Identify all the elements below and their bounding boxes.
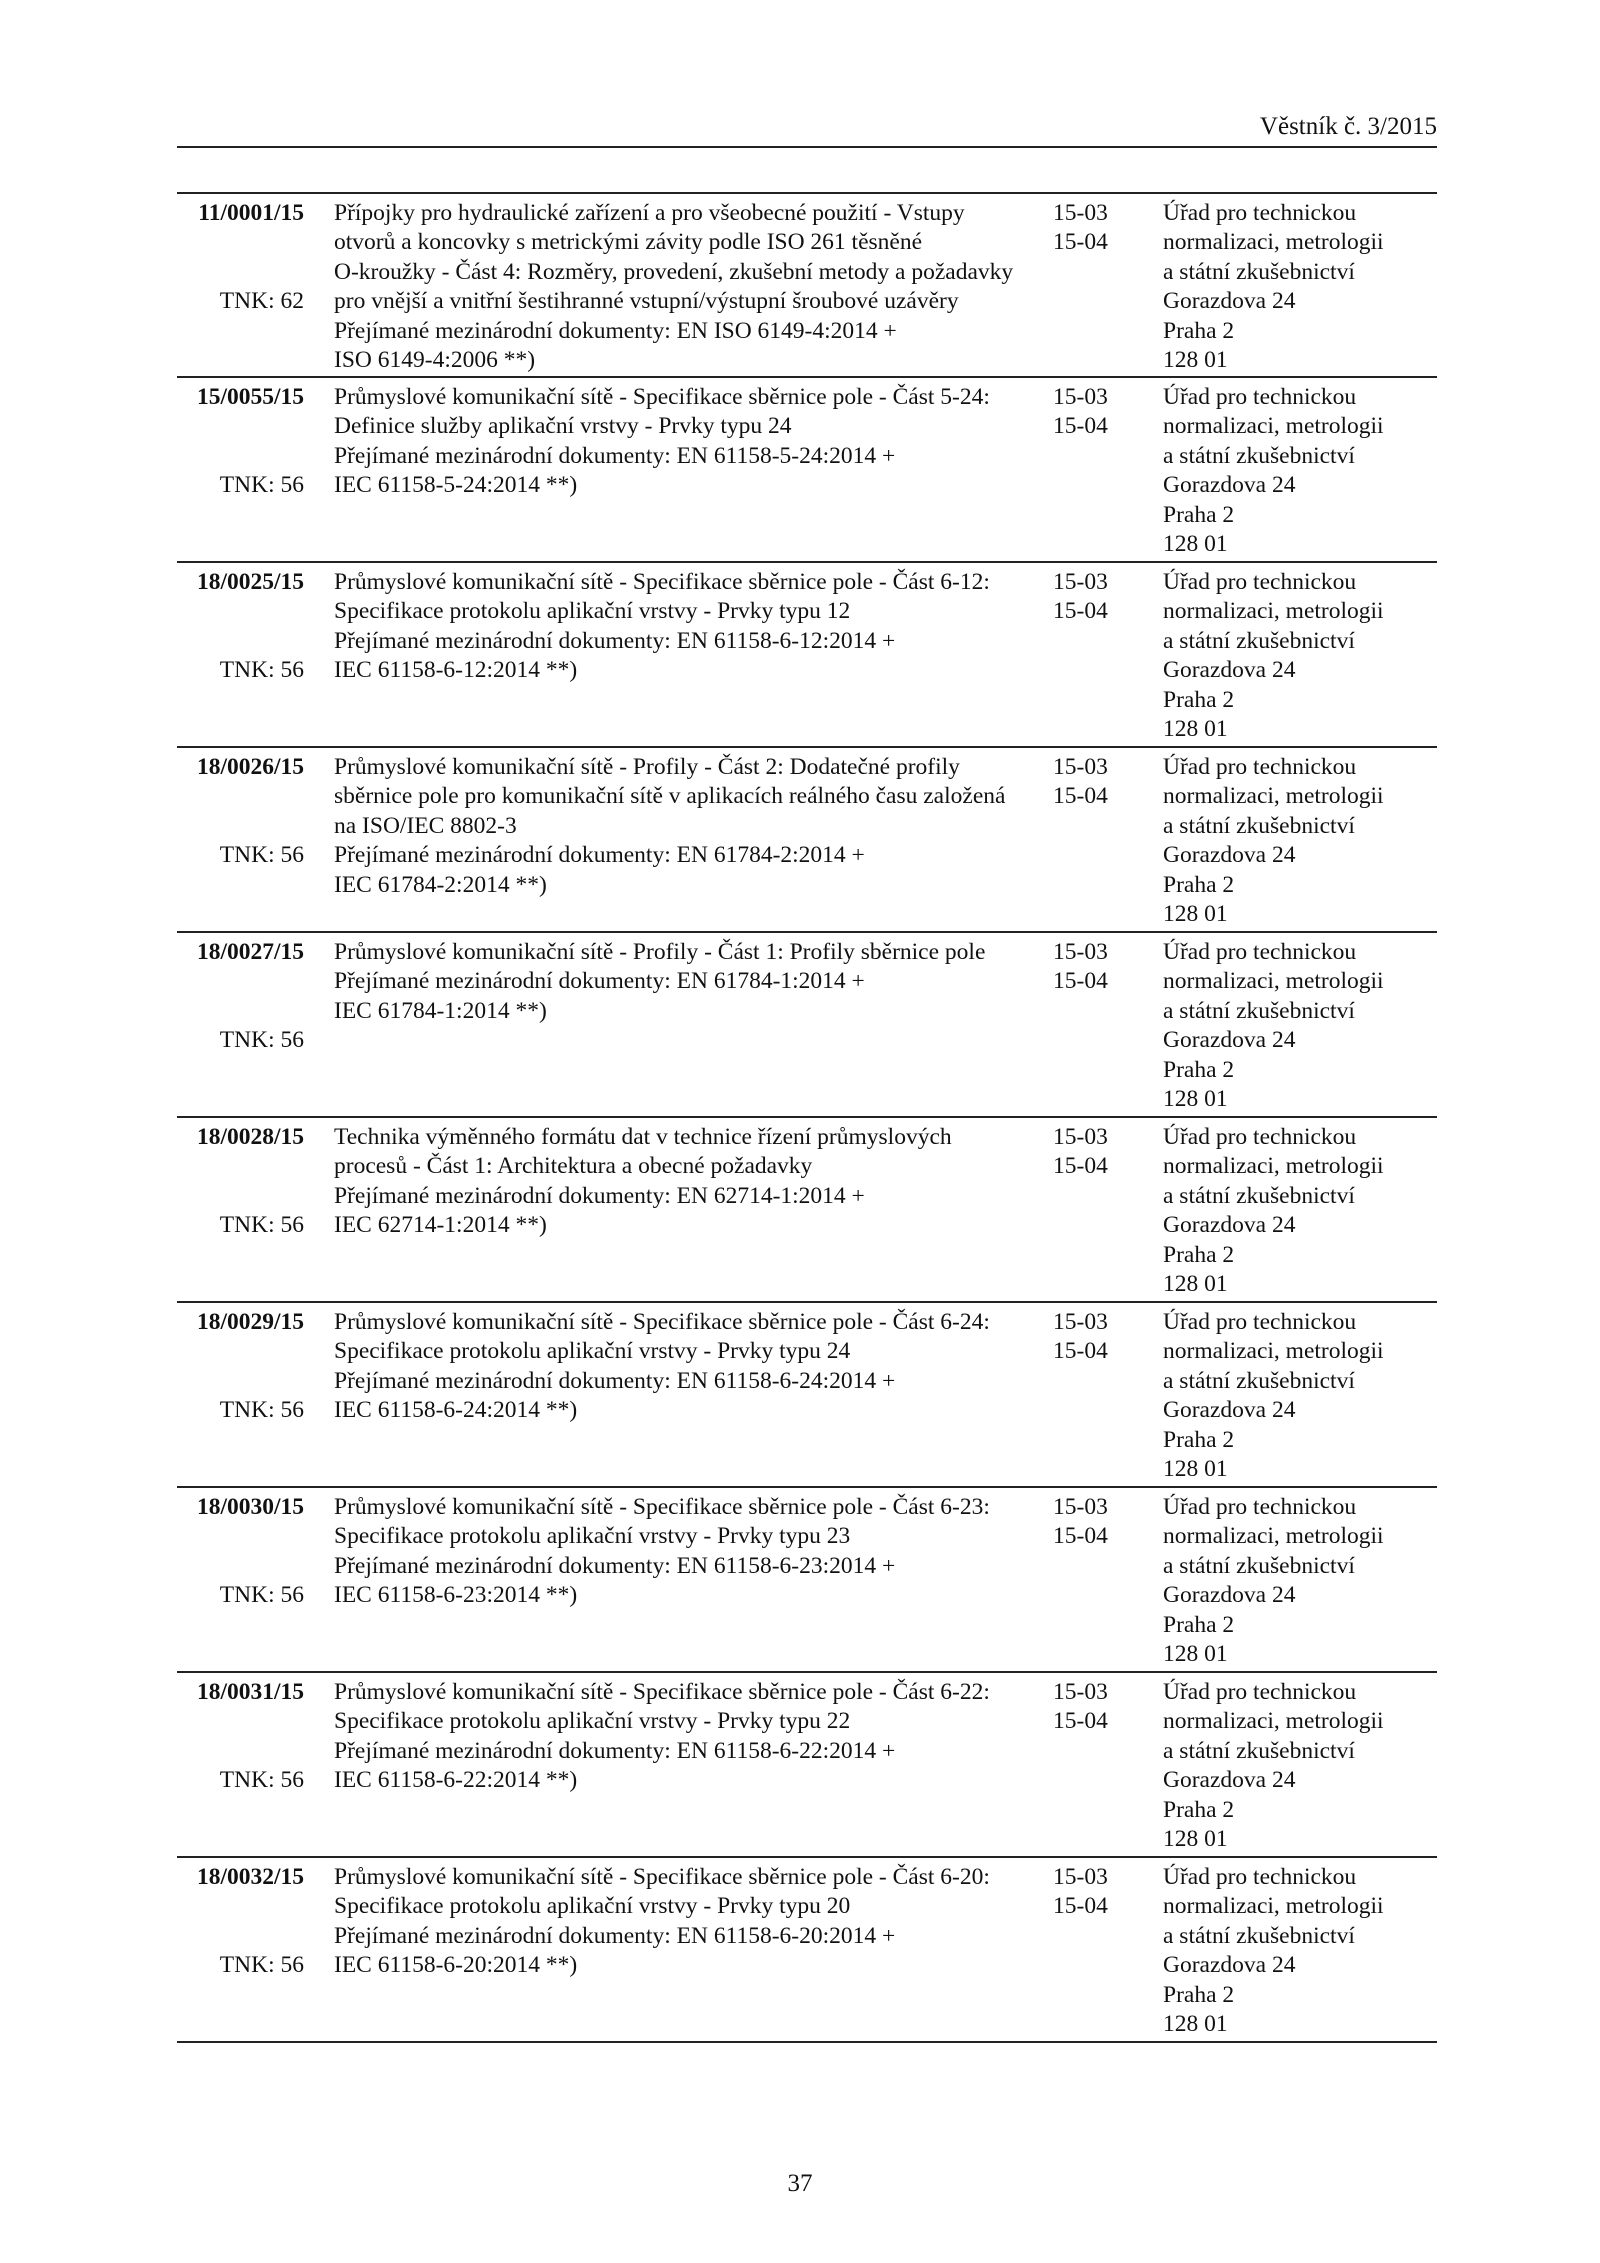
table-row [177,563,1437,748]
entry-title-line: IEC 61158-6-12:2014 **) [334,657,578,684]
entry-title-line: Specifikace protokolu aplikační vrstvy - Prvky typu 24 [334,1338,851,1365]
table-row [177,933,1437,1118]
table-row [177,1488,1437,1673]
entry-office-line: 128 01 [1163,1270,1228,1297]
entry-office-line: normalizaci, metrologii [1163,783,1384,810]
entry-date: 15-03 [1053,569,1108,595]
table-row [177,378,1437,563]
entry-office-line: Praha 2 [1163,1241,1235,1268]
entry-title-line: Přejímané mezinárodní dokumenty: EN 62714-1:2014 + [334,1182,865,1209]
entry-date: 15-04 [1053,1338,1108,1365]
entry-office [1163,1123,1433,1299]
entry-dates [1053,1493,1133,1552]
entry-title-line: IEC 61158-6-22:2014 **) [334,1767,578,1794]
entry-office [1163,1493,1433,1669]
entry-office-line: normalizaci, metrologii [1163,968,1384,995]
entry-office-line: Praha 2 [1163,501,1235,528]
entry-date: 15-03 [1053,200,1108,226]
entry-tnk: TNK: 56 [219,657,304,683]
entry-id-column [177,199,304,314]
entry-office-line: normalizaci, metrologii [1163,229,1384,256]
entry-office [1163,568,1433,744]
entry-title [334,938,1024,1026]
entry-id: 18/0031/15 [196,1679,304,1705]
entry-id-column [177,1493,304,1608]
entry-office-line: Gorazdova 24 [1163,472,1296,499]
entry-date: 15-04 [1053,1523,1108,1550]
entry-id-column [177,1123,304,1238]
entry-office-line: Úřad pro technickou [1163,939,1357,965]
entry-office-line: a státní zkušebnictví [1163,1737,1355,1764]
entry-title-line: Přejímané mezinárodní dokumenty: EN 61158-6-20:2014 + [334,1922,896,1949]
entry-office-line: Praha 2 [1163,317,1235,344]
entry-office-line: normalizaci, metrologii [1163,1153,1384,1180]
entry-office-line: Úřad pro technickou [1163,1309,1357,1335]
entry-id: 18/0026/15 [196,754,304,780]
entry-office-line: Praha 2 [1163,871,1235,898]
entry-id: 18/0027/15 [196,939,304,965]
table-row [177,1118,1437,1303]
entry-office-line: Gorazdova 24 [1163,842,1296,869]
entry-date: 15-03 [1053,1864,1108,1890]
entry-date: 15-04 [1053,968,1108,995]
table-row [177,1673,1437,1858]
table-row [177,194,1437,378]
entry-date: 15-03 [1053,1124,1108,1150]
standards-table [177,192,1437,2043]
entry-title [334,1863,1024,1981]
entry-title-line: O-kroužky - Část 4: Rozměry, provedení, zkušební metody a požadavky [334,258,1014,285]
entry-tnk: TNK: 62 [219,288,304,314]
entry-date: 15-03 [1053,939,1108,965]
page-number: 37 [787,2170,813,2197]
entry-dates [1053,753,1133,812]
entry-office-line: Gorazdova 24 [1163,1952,1296,1979]
entry-title-line: otvorů a koncovky s metrickými závity podle ISO 261 těsněné [334,229,923,256]
entry-office-line: Úřad pro technickou [1163,1494,1357,1520]
entry-title-line: IEC 61158-6-23:2014 **) [334,1582,578,1609]
entry-office-line: a státní zkušebnictví [1163,812,1355,839]
entry-office-line: a státní zkušebnictví [1163,997,1355,1024]
entry-office-line: 128 01 [1163,715,1228,742]
entry-dates [1053,1863,1133,1922]
entry-title-line: Průmyslové komunikační sítě - Specifikace sběrnice pole - Část 6-12: [334,569,990,595]
entry-date: 15-03 [1053,1679,1108,1705]
entry-id: 18/0030/15 [196,1494,304,1520]
entry-office-line: a státní zkušebnictví [1163,1552,1355,1579]
entry-dates [1053,199,1133,258]
table-row [177,1303,1437,1488]
entry-office-line: Úřad pro technickou [1163,1124,1357,1150]
entry-title-line: Přípojky pro hydraulické zařízení a pro všeobecné použití - Vstupy [334,200,965,226]
entry-date: 15-04 [1053,413,1108,440]
entry-title-line: Průmyslové komunikační sítě - Specifikace sběrnice pole - Část 6-22: [334,1679,990,1705]
entry-title [334,1493,1024,1611]
entry-office-line: Gorazdova 24 [1163,288,1296,315]
entry-title [334,568,1024,686]
table-row [177,1858,1437,2043]
entry-office-line: Praha 2 [1163,686,1235,713]
entry-date: 15-04 [1053,1153,1108,1180]
entry-title-line: IEC 62714-1:2014 **) [334,1212,547,1239]
entry-tnk: TNK: 56 [219,1027,304,1053]
entry-office-line: normalizaci, metrologii [1163,1708,1384,1735]
table-row [177,748,1437,933]
entry-title-line: IEC 61784-1:2014 **) [334,997,547,1024]
entry-title-line: Přejímané mezinárodní dokumenty: EN 61158-5-24:2014 + [334,442,896,469]
entry-title-line: IEC 61784-2:2014 **) [334,871,547,898]
entry-office-line: Úřad pro technickou [1163,754,1357,780]
entry-office-line: Úřad pro technickou [1163,569,1357,595]
entry-title-line: sběrnice pole pro komunikační sítě v aplikacích reálného času založená [334,783,1006,810]
entry-id-column [177,383,304,498]
entry-title-line: IEC 61158-5-24:2014 **) [334,472,578,499]
entry-office-line: 128 01 [1163,1085,1228,1112]
entry-title-line: na ISO/IEC 8802-3 [334,812,517,839]
entry-title-line: Specifikace protokolu aplikační vrstvy - Prvky typu 23 [334,1523,851,1550]
entry-tnk: TNK: 56 [219,1212,304,1238]
entry-title-line: IEC 61158-6-24:2014 **) [334,1397,578,1424]
entry-dates [1053,1123,1133,1182]
entry-title-line: IEC 61158-6-20:2014 **) [334,1952,578,1979]
entry-title-line: Specifikace protokolu aplikační vrstvy - Prvky typu 12 [334,598,851,625]
entry-title-line: Definice služby aplikační vrstvy - Prvky typu 24 [334,413,792,440]
entry-office-line: a státní zkušebnictví [1163,442,1355,469]
entry-office-line: 128 01 [1163,2010,1228,2037]
entry-office-line: Úřad pro technickou [1163,384,1357,410]
entry-title [334,383,1024,501]
entry-office-line: a státní zkušebnictví [1163,1367,1355,1394]
entry-office-line: Gorazdova 24 [1163,1767,1296,1794]
entry-office-line: 128 01 [1163,1455,1228,1482]
entry-title-line: ISO 6149-4:2006 **) [334,346,536,373]
entry-id: 18/0029/15 [196,1309,304,1335]
entry-title-line: procesů - Část 1: Architektura a obecné požadavky [334,1153,813,1180]
entry-tnk: TNK: 56 [219,1767,304,1793]
entry-id-column [177,753,304,868]
entry-office-line: a státní zkušebnictví [1163,1922,1355,1949]
entry-office-line: Praha 2 [1163,1056,1235,1083]
page-header-title: Věstník č. 3/2015 [1259,113,1437,140]
entry-office-line: normalizaci, metrologii [1163,1338,1384,1365]
entry-office-line: Gorazdova 24 [1163,1212,1296,1239]
entry-office-line: Úřad pro technickou [1163,1864,1357,1890]
entry-office-line: Gorazdova 24 [1163,1027,1296,1054]
entry-office-line: 128 01 [1163,530,1228,557]
entry-office [1163,753,1433,929]
entry-office-line: Praha 2 [1163,1611,1235,1638]
entry-title-line: Přejímané mezinárodní dokumenty: EN 61158-6-23:2014 + [334,1552,896,1579]
entry-title-line: Přejímané mezinárodní dokumenty: EN 61158-6-12:2014 + [334,627,896,654]
entry-title-line: Přejímané mezinárodní dokumenty: EN 61158-6-24:2014 + [334,1367,896,1394]
entry-office-line: normalizaci, metrologii [1163,1893,1384,1920]
entry-title [334,1678,1024,1796]
entry-dates [1053,568,1133,627]
entry-office-line: 128 01 [1163,1825,1228,1852]
entry-id-column [177,568,304,683]
entry-id-column [177,1308,304,1423]
entry-office-line: 128 01 [1163,1640,1228,1667]
entry-id: 18/0028/15 [196,1124,304,1150]
entry-id-column [177,938,304,1053]
entry-title [334,1123,1024,1241]
entry-title-line: Průmyslové komunikační sítě - Specifikace sběrnice pole - Část 6-20: [334,1864,990,1890]
entry-office-line: Praha 2 [1163,1796,1235,1823]
entry-tnk: TNK: 56 [219,472,304,498]
entry-office [1163,383,1433,559]
entry-tnk: TNK: 56 [219,1582,304,1608]
entry-date: 15-04 [1053,598,1108,625]
entry-office-line: a státní zkušebnictví [1163,627,1355,654]
entry-office [1163,1678,1433,1854]
entry-office-line: Gorazdova 24 [1163,657,1296,684]
entry-date: 15-04 [1053,1708,1108,1735]
entry-date: 15-04 [1053,1893,1108,1920]
entry-id: 11/0001/15 [198,200,304,226]
entry-office-line: Úřad pro technickou [1163,1679,1357,1705]
entry-dates [1053,1678,1133,1737]
entry-office-line: a státní zkušebnictví [1163,258,1355,285]
entry-title-line: Průmyslové komunikační sítě - Profily - Část 2: Dodatečné profily [334,754,960,780]
entry-id: 15/0055/15 [196,384,304,410]
entry-date: 15-03 [1053,1309,1108,1335]
entry-title-line: Průmyslové komunikační sítě - Profily - Část 1: Profily sběrnice pole [334,939,986,965]
entry-date: 15-03 [1053,384,1108,410]
entry-title-line: Specifikace protokolu aplikační vrstvy - Prvky typu 22 [334,1708,851,1735]
entry-title-line: Specifikace protokolu aplikační vrstvy - Prvky typu 20 [334,1893,851,1920]
entry-title-line: Přejímané mezinárodní dokumenty: EN ISO 6149-4:2014 + [334,317,897,344]
entry-id-column [177,1863,304,1978]
entry-office-line: normalizaci, metrologii [1163,413,1384,440]
header-rule [177,146,1437,148]
entry-title-line: Průmyslové komunikační sítě - Specifikace sběrnice pole - Část 5-24: [334,384,990,410]
entry-office-line: 128 01 [1163,900,1228,927]
entry-office [1163,199,1433,375]
entry-title-line: Technika výměnného formátu dat v technice řízení průmyslových [334,1124,952,1150]
entry-office-line: Gorazdova 24 [1163,1397,1296,1424]
entry-tnk: TNK: 56 [219,842,304,868]
entry-title-line: pro vnější a vnitřní šestihranné vstupní/výstupní šroubové uzávěry [334,288,959,315]
entry-office-line: Gorazdova 24 [1163,1582,1296,1609]
entry-date: 15-03 [1053,754,1108,780]
entry-title-line: Průmyslové komunikační sítě - Specifikace sběrnice pole - Část 6-24: [334,1309,990,1335]
entry-office-line: normalizaci, metrologii [1163,598,1384,625]
entry-title-line: Průmyslové komunikační sítě - Specifikace sběrnice pole - Část 6-23: [334,1494,990,1520]
entry-office-line: Praha 2 [1163,1981,1235,2008]
entry-office [1163,1308,1433,1484]
entry-date: 15-04 [1053,229,1108,256]
entry-office-line: Úřad pro technickou [1163,200,1357,226]
entry-title [334,199,1024,375]
entry-office [1163,938,1433,1114]
entry-title-line: Přejímané mezinárodní dokumenty: EN 61784-1:2014 + [334,968,865,995]
entry-dates [1053,938,1133,997]
entry-id: 18/0032/15 [196,1864,304,1890]
entry-office-line: 128 01 [1163,346,1228,373]
entry-title [334,753,1024,900]
entry-office-line: a státní zkušebnictví [1163,1182,1355,1209]
entry-id: 18/0025/15 [196,569,304,595]
entry-office-line: Praha 2 [1163,1426,1235,1453]
entry-dates [1053,383,1133,442]
entry-tnk: TNK: 56 [219,1397,304,1423]
entry-id-column [177,1678,304,1793]
entry-title-line: Přejímané mezinárodní dokumenty: EN 61158-6-22:2014 + [334,1737,896,1764]
entry-date: 15-03 [1053,1494,1108,1520]
entry-office [1163,1863,1433,2039]
entry-dates [1053,1308,1133,1367]
entry-date: 15-04 [1053,783,1108,810]
entry-office-line: normalizaci, metrologii [1163,1523,1384,1550]
entry-title [334,1308,1024,1426]
entry-title-line: Přejímané mezinárodní dokumenty: EN 61784-2:2014 + [334,842,865,869]
entry-tnk: TNK: 56 [219,1952,304,1978]
